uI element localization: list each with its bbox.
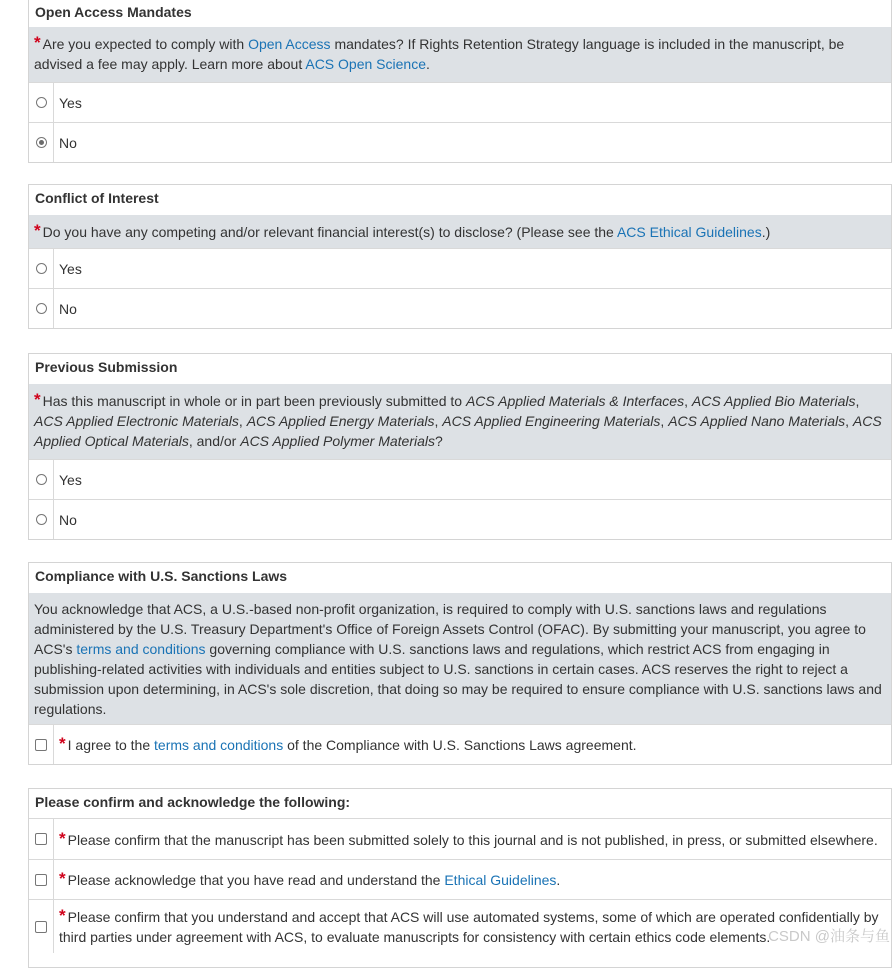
open-access-panel bbox=[28, 0, 892, 163]
previous-submission-question: * Has this manuscript in whole or in part been previously submitted to ACS Applied Materials & Interfaces, ACS Applied Bio Materials, ACS Applied Electronic Materials, ACS Applied Energy Materials, ACS Applied Engineering Materials, ACS Applied Nano Materials, ACS Applied Optical Materials, and/or ACS Applied Polymer Materials? bbox=[29, 384, 891, 459]
confirm-label-1: * Please confirm that the manuscript has been submitted solely to this journal and is not published, in press, or submitted elsewhere. bbox=[59, 828, 878, 848]
conflict-question: * Do you have any competing and/or relevant financial interest(s) to disclose? (Please see the ACS Ethical Guidelines.) bbox=[29, 215, 891, 248]
sanctions-agree-checkbox[interactable] bbox=[35, 739, 47, 751]
option-row-yes[interactable] bbox=[29, 82, 891, 122]
confirm-row-3[interactable] bbox=[29, 899, 891, 953]
confirm-checkbox-2[interactable] bbox=[35, 874, 47, 886]
conflict-title: Conflict of Interest bbox=[29, 185, 891, 215]
sanctions-title: Compliance with U.S. Sanctions Laws bbox=[29, 563, 891, 593]
sanctions-terms-link[interactable]: terms and conditions bbox=[76, 641, 206, 657]
required-asterisk: * bbox=[59, 828, 66, 848]
option-label: Yes bbox=[59, 94, 82, 111]
previous-submission-panel bbox=[28, 353, 892, 540]
option-row-yes[interactable] bbox=[29, 459, 891, 499]
radio-open-access-yes[interactable] bbox=[36, 97, 47, 108]
ethical-guidelines-link[interactable]: Ethical Guidelines bbox=[444, 872, 557, 888]
watermark: CSDN @油条与鱼 bbox=[768, 928, 890, 945]
acs-open-science-link[interactable]: ACS Open Science bbox=[305, 56, 426, 72]
sanctions-agree-label: * I agree to the terms and conditions of the Compliance with U.S. Sanctions Laws agreement. bbox=[59, 734, 637, 753]
sanctions-panel bbox=[28, 562, 892, 765]
confirm-title: Please confirm and acknowledge the following: bbox=[29, 789, 891, 819]
open-access-link[interactable]: Open Access bbox=[248, 36, 331, 52]
option-row-no[interactable] bbox=[29, 122, 891, 162]
option-label: Yes bbox=[59, 471, 82, 488]
acs-ethical-guidelines-link[interactable]: ACS Ethical Guidelines bbox=[616, 224, 762, 240]
required-asterisk: * bbox=[59, 906, 66, 925]
required-asterisk: * bbox=[34, 390, 41, 409]
confirm-row-1[interactable] bbox=[29, 819, 891, 859]
radio-previous-no[interactable] bbox=[36, 514, 47, 525]
open-access-title: Open Access Mandates bbox=[29, 0, 891, 27]
option-label: Yes bbox=[59, 260, 82, 277]
required-asterisk: * bbox=[34, 33, 41, 52]
option-label: No bbox=[59, 300, 77, 317]
confirm-row-2[interactable] bbox=[29, 859, 891, 899]
required-asterisk: * bbox=[59, 869, 66, 888]
option-row-no[interactable] bbox=[29, 499, 891, 539]
option-label: No bbox=[59, 511, 77, 528]
sanctions-body: You acknowledge that ACS, a U.S.-based non-profit organization, is required to comply with U.S. sanctions laws and regulations administered by the U.S. Treasury Department's Office of Foreign Assets Control (OFAC). By submitting your manuscript, you agree to ACS's terms and conditions governing compliance with U.S. sanctions laws and regulations, which restrict ACS from engaging in publishing-related activities with individuals and entities subject to U.S. sanctions in certain cases. ACS reserves the right to reject a submission upon determining, in ACS's sole discretion, that doing so may be required to ensure compliance with U.S. sanctions laws and regulations. bbox=[29, 593, 891, 724]
open-access-question: * Are you expected to comply with Open Access mandates? If Rights Retention Strategy language is included in the manuscript, be advised a fee may apply. Learn more about ACS Open Science. bbox=[29, 27, 891, 82]
conflict-panel bbox=[28, 184, 892, 329]
required-asterisk: * bbox=[59, 734, 66, 753]
option-row-no[interactable] bbox=[29, 288, 891, 328]
radio-conflict-no[interactable] bbox=[36, 303, 47, 314]
confirm-checkbox-1[interactable] bbox=[35, 833, 47, 845]
previous-submission-title: Previous Submission bbox=[29, 354, 891, 384]
option-row-yes[interactable] bbox=[29, 248, 891, 288]
confirm-panel bbox=[28, 788, 892, 968]
radio-previous-yes[interactable] bbox=[36, 474, 47, 485]
option-label: No bbox=[59, 134, 77, 151]
sanctions-agree-row[interactable] bbox=[29, 724, 891, 764]
radio-open-access-no[interactable] bbox=[36, 137, 47, 148]
confirm-label-2: * Please acknowledge that you have read and understand the Ethical Guidelines. bbox=[59, 869, 561, 888]
required-asterisk: * bbox=[34, 221, 41, 240]
radio-conflict-yes[interactable] bbox=[36, 263, 47, 274]
confirm-label-3: * Please confirm that you understand and accept that ACS will use automated systems, some of which are operated confidentially by third parties under agreement with ACS, to evaluate manuscripts for consistency with certain ethics code elements. bbox=[59, 906, 879, 945]
agree-terms-link[interactable]: terms and conditions bbox=[154, 737, 284, 753]
confirm-checkbox-3[interactable] bbox=[35, 921, 47, 933]
